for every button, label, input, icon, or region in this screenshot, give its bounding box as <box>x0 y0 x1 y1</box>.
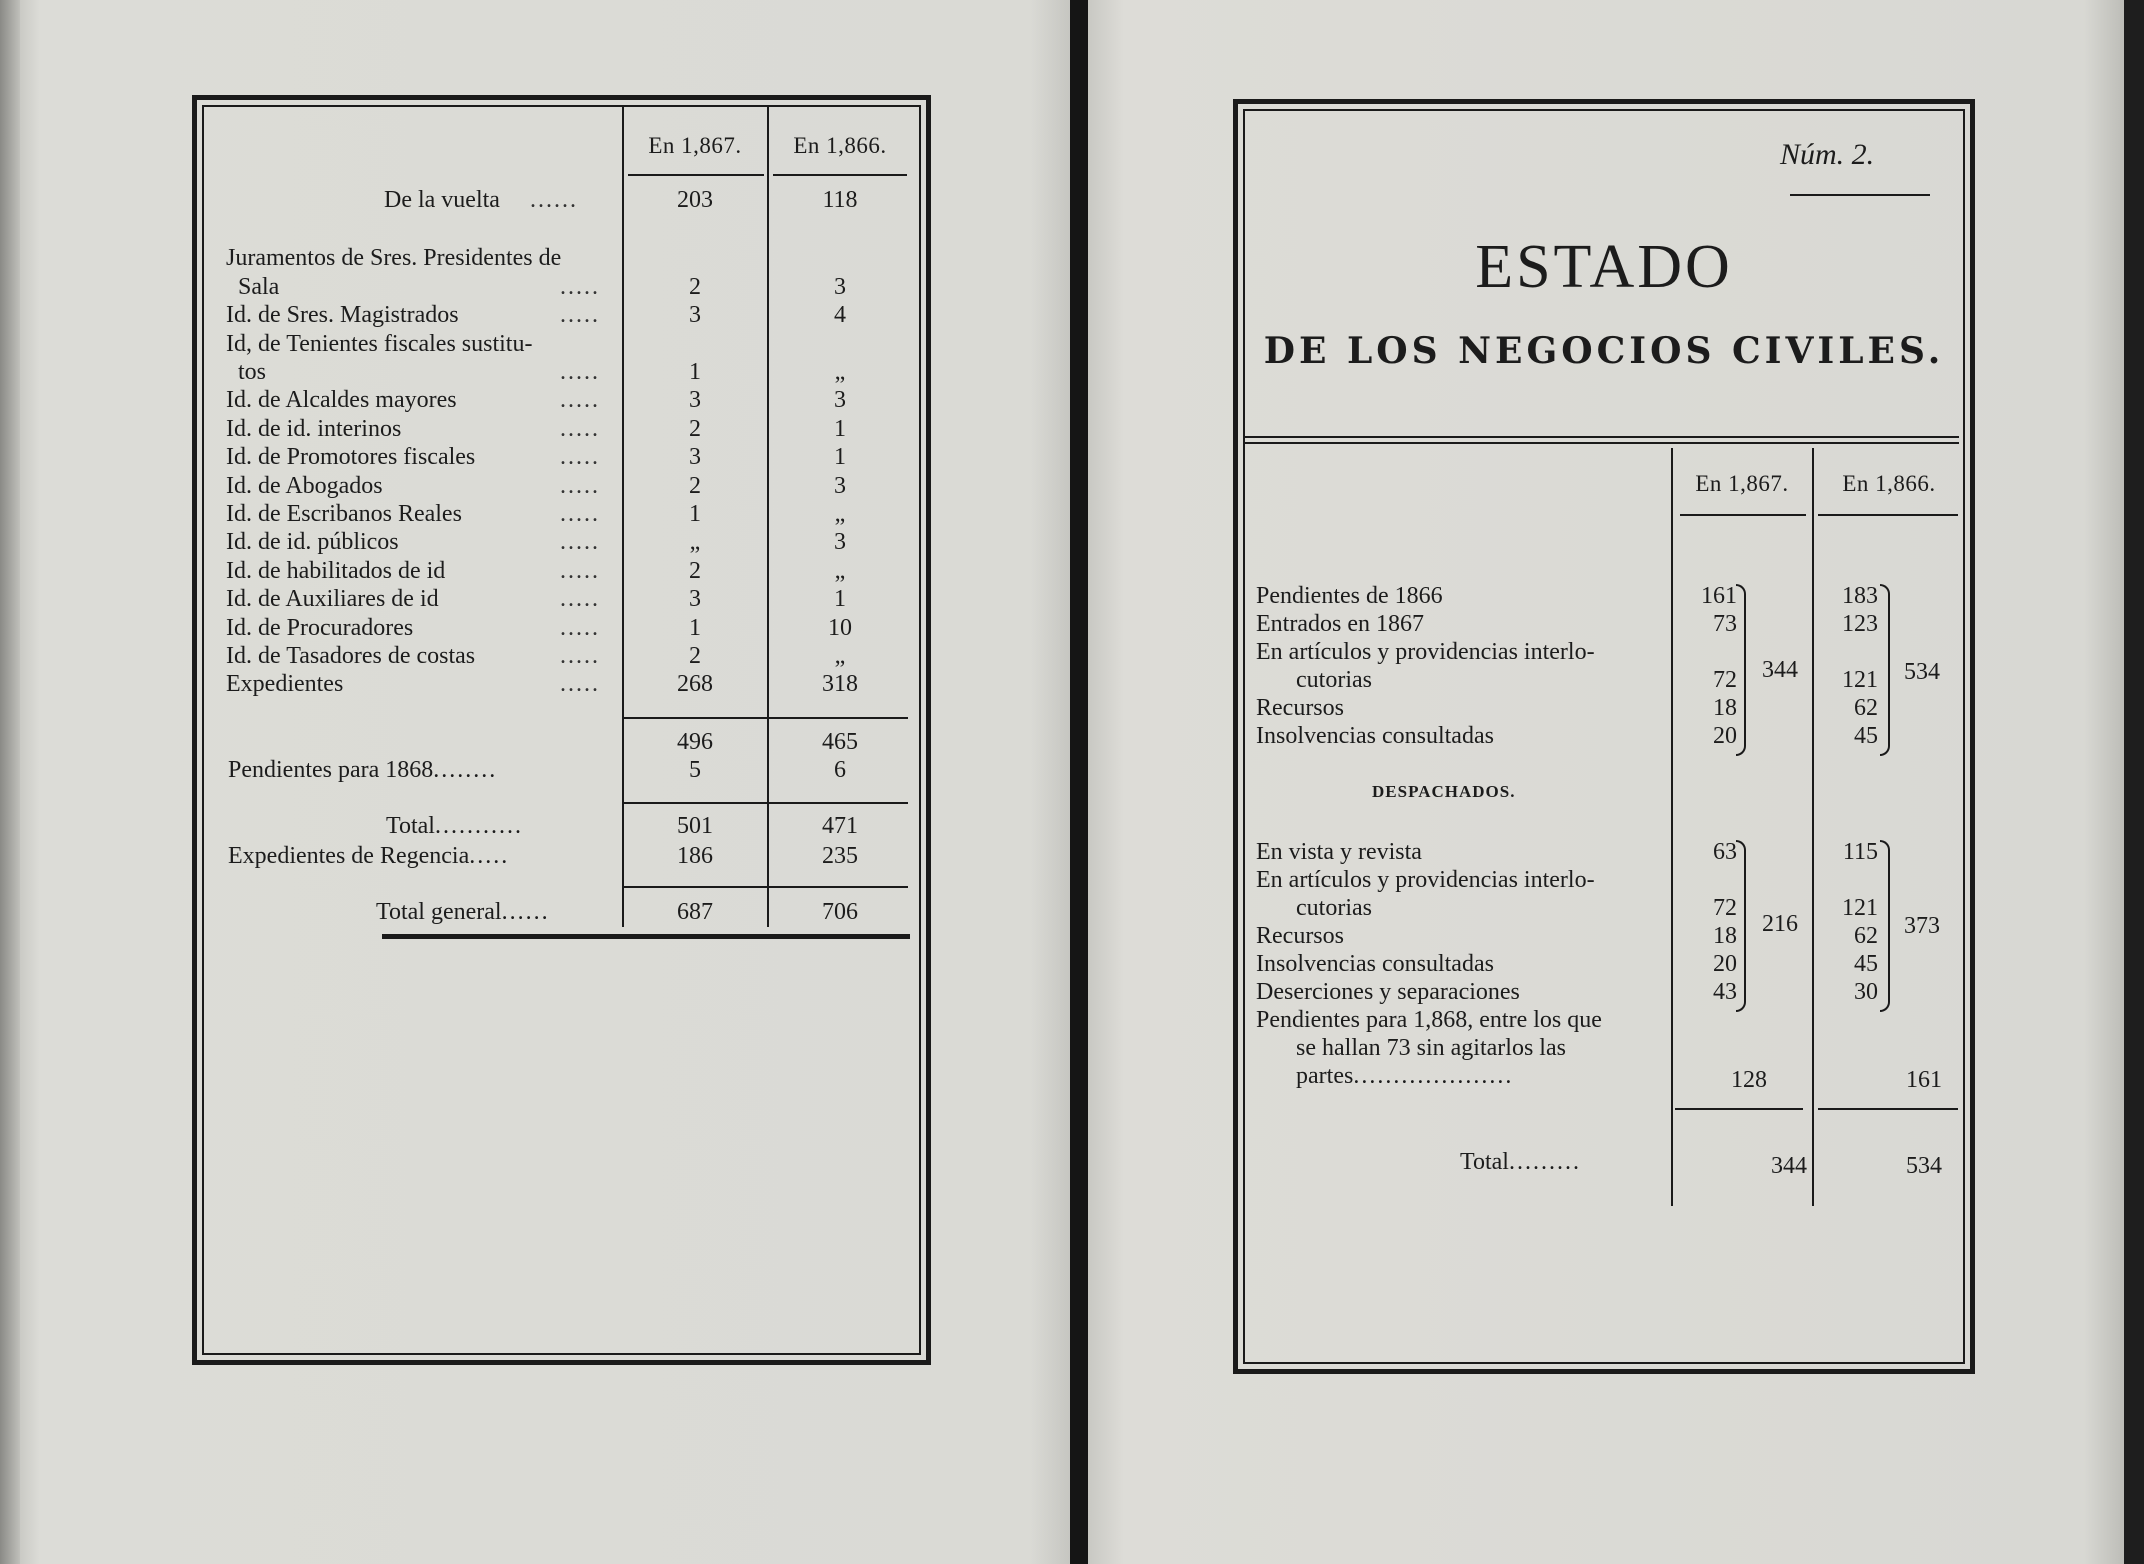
right-row-label: Recursos <box>1256 695 1344 721</box>
left-closing-rule <box>382 934 910 939</box>
left-row-label: Id. de habilitados de id <box>226 557 446 584</box>
left-row-1867: 1 <box>689 614 701 641</box>
left-row-label: tos <box>238 359 267 385</box>
left-header-rule-2 <box>773 174 907 176</box>
left-row-1867: 1 <box>689 359 701 385</box>
right-row-1866: 62 <box>1854 923 1878 949</box>
left-header-1866: En 1,866. <box>793 133 887 158</box>
left-row-1867: 3 <box>689 586 701 613</box>
left-row-1866: 3 <box>834 529 846 556</box>
left-header-1867: En 1,867. <box>648 133 742 158</box>
left-row-1866: 118 <box>822 187 858 213</box>
right-header-rule-1 <box>1680 514 1806 516</box>
right-row-label: Insolvencias consultadas <box>1256 723 1494 749</box>
right-row-label: En artículos y providencias interlo- <box>1256 639 1595 665</box>
left-row-label: Id. de Tasadores de costas <box>226 643 476 669</box>
left-row-1866: 3 <box>834 472 846 499</box>
left-row-1867: 2 <box>689 415 701 442</box>
right-total-1867: 344 <box>1771 1153 1807 1179</box>
left-row-1866: 3 <box>834 273 846 300</box>
right-row-1867: 43 <box>1713 979 1737 1005</box>
right-row-label: En vista y revista <box>1256 839 1422 865</box>
left-row-leader: ..... <box>560 671 600 698</box>
right-row-1867: 73 <box>1713 611 1737 637</box>
left-row-leader: ..... <box>560 415 600 442</box>
right-col-divider-1 <box>1671 448 1673 1206</box>
title-rule-2 <box>1243 442 1959 444</box>
left-row-label: Id. de Abogados <box>226 472 383 499</box>
left-row-1866: „ <box>834 501 846 527</box>
left-row-1867: 1 <box>689 501 701 527</box>
left-row-1866: 1 <box>834 444 846 471</box>
left-row-label: Id. de Auxiliares de id <box>226 586 439 613</box>
left-row-leader: ..... <box>560 614 600 641</box>
left-row-leader: ..... <box>560 273 600 300</box>
left-row-1867: 3 <box>689 302 701 329</box>
left-regencia-1866: 235 <box>822 843 858 869</box>
left-row-label: Id. de id. interinos <box>226 415 402 442</box>
left-row-leader: ..... <box>560 387 600 414</box>
group1-sum-1867: 344 <box>1762 657 1798 683</box>
left-row-label: Id. de Escribanos Reales <box>226 501 462 527</box>
group2-sum-1867: 216 <box>1762 911 1798 937</box>
right-row-1867: 20 <box>1713 951 1737 977</box>
brace-1867-group1 <box>1736 584 1746 756</box>
right-row-1866: 115 <box>1842 839 1878 865</box>
left-regencia-label: Expedientes de Regencia..... <box>228 843 510 869</box>
left-total-rule <box>624 802 908 804</box>
left-header-rule-1 <box>628 174 764 176</box>
right-row-label: cutorias <box>1296 667 1372 693</box>
left-row-label: Id. de id. públicos <box>226 529 399 556</box>
right-row-1866: 121 <box>1842 895 1878 921</box>
left-total-label: Total........... <box>386 813 523 839</box>
right-total-label: Total......... <box>1460 1149 1581 1175</box>
left-row-label: Id. de Promotores fiscales <box>226 444 476 471</box>
left-row-label: Id. de Sres. Magistrados <box>226 302 459 329</box>
left-row-leader: ..... <box>560 586 600 613</box>
left-row-1866: „ <box>834 643 846 669</box>
left-row-label: Sala <box>238 273 280 300</box>
book-gutter <box>1070 0 1088 1564</box>
left-total-general-1866: 706 <box>822 899 858 925</box>
left-row-1866: „ <box>834 359 846 385</box>
right-row-label: Deserciones y separaciones <box>1256 979 1520 1005</box>
group2-sum-1866: 373 <box>1904 913 1940 939</box>
left-row-1867: „ <box>689 529 701 556</box>
left-row-1866: „ <box>834 557 846 584</box>
despachados-heading: DESPACHADOS. <box>1372 782 1516 801</box>
left-row-leader: ...... <box>530 187 578 213</box>
left-total-general-1867: 687 <box>677 899 713 925</box>
right-row-1867: 18 <box>1713 923 1737 949</box>
left-row-1866: 3 <box>834 387 846 414</box>
left-row-1866: 4 <box>834 302 846 329</box>
left-row-leader: ..... <box>560 302 600 329</box>
left-row-label: Id, de Tenientes fiscales sustitu- <box>226 330 533 357</box>
title-rule-1 <box>1243 436 1959 438</box>
left-row-1866: 1 <box>834 586 846 613</box>
left-row-leader: ..... <box>560 557 600 584</box>
right-row-1867: 63 <box>1713 839 1737 865</box>
right-edge <box>2124 0 2144 1564</box>
right-pendientes-line-2: se hallan 73 sin agitarlos las <box>1296 1035 1566 1061</box>
right-row-1867: 20 <box>1713 723 1737 749</box>
left-row-label: Id. de Alcaldes mayores <box>226 387 457 414</box>
right-pendientes-line-3: partes.................... <box>1296 1063 1514 1089</box>
left-total-1866: 471 <box>822 813 858 839</box>
right-row-1866: 45 <box>1854 723 1878 749</box>
brace-1866-group1 <box>1880 584 1890 756</box>
left-total-general-label: Total general...... <box>376 899 550 925</box>
right-row-1866: 121 <box>1842 667 1878 693</box>
left-row-leader: ..... <box>560 501 600 527</box>
left-pendientes-1866: 6 <box>834 757 846 783</box>
left-row-leader: ..... <box>560 472 600 499</box>
right-pendientes-1866: 161 <box>1906 1067 1942 1093</box>
left-row-1867: 3 <box>689 444 701 471</box>
right-row-label: Insolvencias consultadas <box>1256 951 1494 977</box>
left-pendientes-label: Pendientes para 1868........ <box>228 757 498 783</box>
right-total-rule-2 <box>1818 1108 1958 1110</box>
number-underline <box>1790 194 1930 196</box>
right-row-label: En artículos y providencias interlo- <box>1256 867 1595 893</box>
right-row-1867: 72 <box>1713 895 1737 921</box>
right-row-label: Pendientes de 1866 <box>1256 583 1443 609</box>
left-row-1867: 268 <box>677 671 713 698</box>
left-row-leader: ..... <box>560 359 600 385</box>
right-total-rule-1 <box>1675 1108 1803 1110</box>
brace-1867-group2 <box>1736 840 1746 1012</box>
left-row-1867: 3 <box>689 387 701 414</box>
left-row-label: Id. de Procuradores <box>226 614 414 641</box>
right-row-1866: 183 <box>1842 583 1878 609</box>
number-label: Núm. 2. <box>1780 138 1875 171</box>
left-subtotal-1866: 465 <box>822 729 858 755</box>
left-edge <box>0 0 20 1564</box>
left-row-1867: 2 <box>689 557 701 584</box>
left-row-leader: ..... <box>560 529 600 556</box>
left-row-1866: 318 <box>822 671 858 698</box>
right-row-1866: 45 <box>1854 951 1878 977</box>
left-row-1867: 2 <box>689 273 701 300</box>
right-row-1866: 123 <box>1842 611 1878 637</box>
left-subtotal-1867: 496 <box>677 729 713 755</box>
right-row-1867: 18 <box>1713 695 1737 721</box>
left-pendientes-1867: 5 <box>689 757 701 783</box>
right-pendientes-line-1: Pendientes para 1,868, entre los que <box>1256 1007 1602 1033</box>
left-row-1867: 2 <box>689 472 701 499</box>
right-pendientes-1867: 128 <box>1731 1067 1767 1093</box>
left-row-leader: ..... <box>560 643 600 669</box>
page-subtitle: DE LOS NEGOCIOS CIVILES. <box>1263 330 1945 372</box>
left-subtotal-rule <box>624 717 908 719</box>
brace-1866-group2 <box>1880 840 1890 1012</box>
right-row-label: Entrados en 1867 <box>1256 611 1424 637</box>
left-row-label: Expedientes <box>226 671 344 698</box>
right-total-1866: 534 <box>1906 1153 1942 1179</box>
group1-sum-1866: 534 <box>1904 659 1940 685</box>
left-general-rule <box>624 886 908 888</box>
left-row-1867: 2 <box>689 643 701 669</box>
right-row-1867: 161 <box>1701 583 1737 609</box>
right-header-rule-2 <box>1818 514 1958 516</box>
left-row-leader: ..... <box>560 444 600 471</box>
left-row-1866: 10 <box>828 614 852 641</box>
right-header-1866: En 1,866. <box>1842 471 1936 496</box>
right-row-1866: 30 <box>1854 979 1878 1005</box>
left-regencia-1867: 186 <box>677 843 713 869</box>
right-row-label: Recursos <box>1256 923 1344 949</box>
left-row-1866: 1 <box>834 415 846 442</box>
right-col-divider-2 <box>1812 448 1814 1206</box>
right-header-1867: En 1,867. <box>1695 471 1789 496</box>
page-title: ESTADO <box>1475 233 1733 301</box>
right-row-label: cutorias <box>1296 895 1372 921</box>
right-row-1866: 62 <box>1854 695 1878 721</box>
left-row-1867: 203 <box>677 187 713 213</box>
left-row-label: Juramentos de Sres. Presidentes de <box>226 245 562 272</box>
right-row-1867: 72 <box>1713 667 1737 693</box>
left-total-1867: 501 <box>677 813 713 839</box>
left-row-label: De la vuelta <box>384 187 500 213</box>
